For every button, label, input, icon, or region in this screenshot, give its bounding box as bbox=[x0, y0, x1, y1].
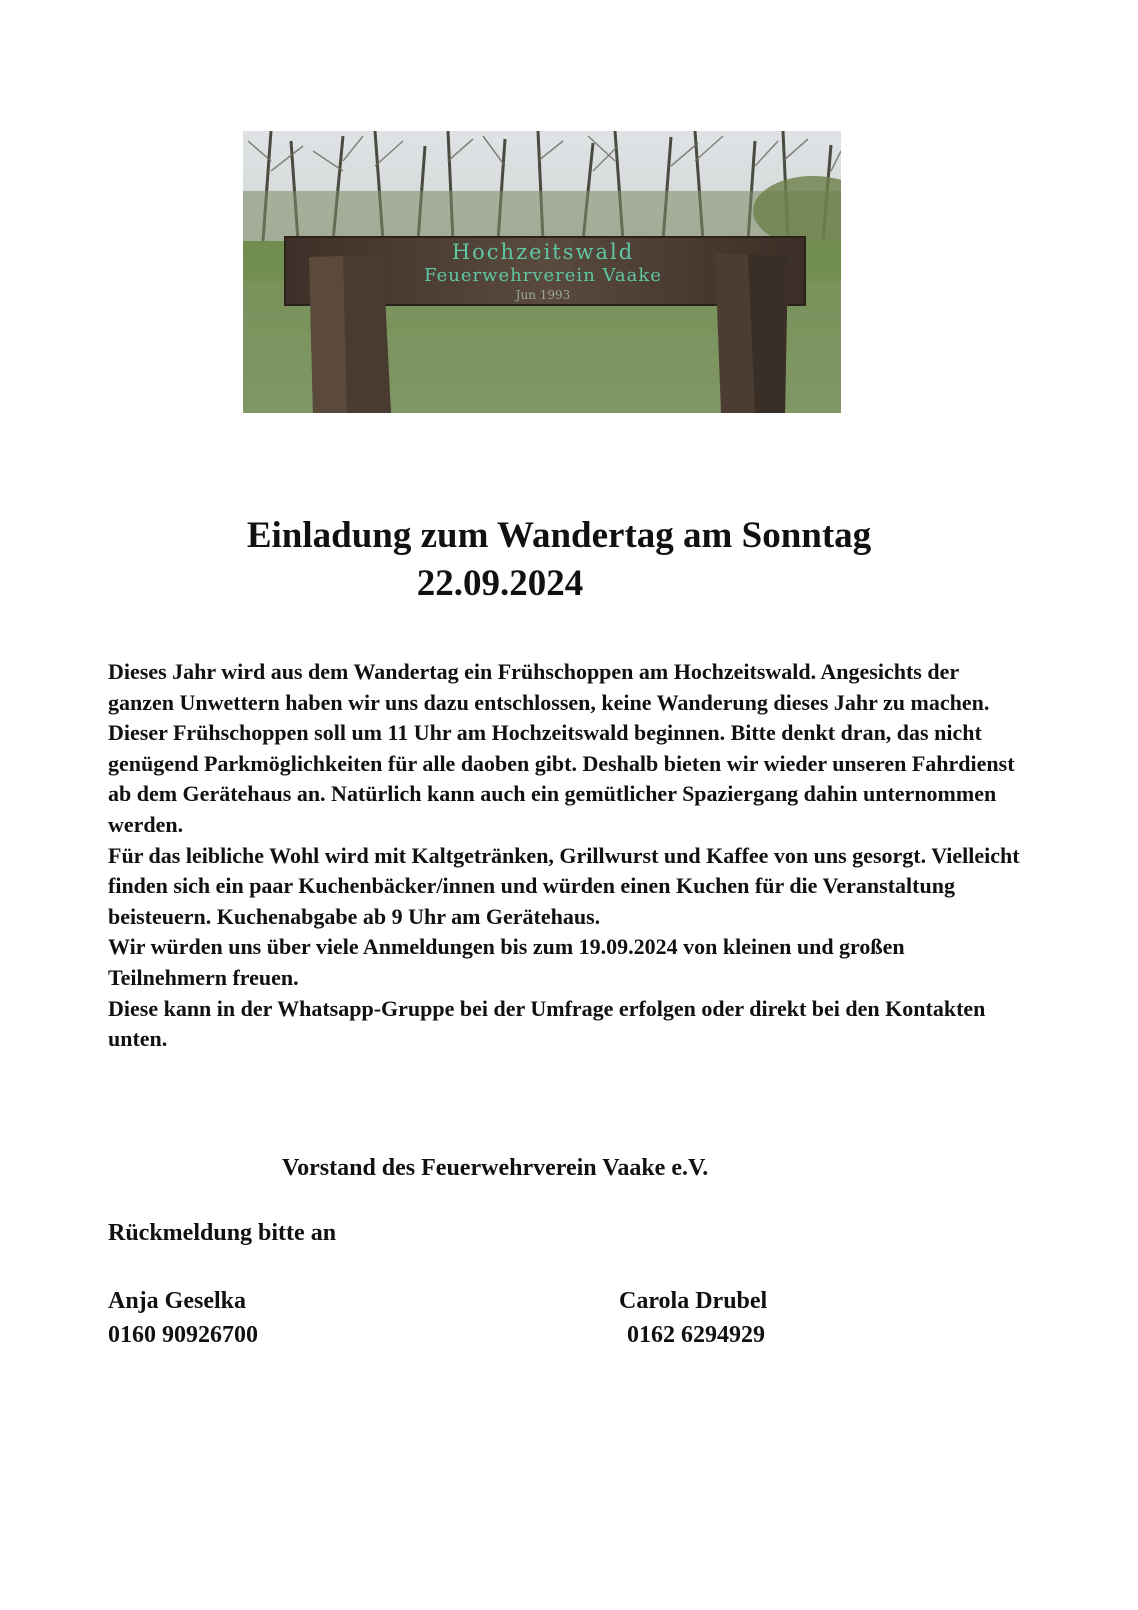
contact-name: Carola Drubel bbox=[619, 1288, 768, 1314]
invitation-body bbox=[108, 657, 1028, 1055]
invitation-title: Einladung zum Wandertag am Sonntag bbox=[246, 515, 872, 556]
paragraph-intro: Dieses Jahr wird aus dem Wandertag ein Frühschoppen am Hochzeitswald. Angesichts der ganzen Unwettern haben wir uns dazu entschlossen, keine Wanderung dieses Jahr zu machen. bbox=[108, 659, 990, 715]
contact-phone: 0160 90926700 bbox=[108, 1322, 258, 1348]
contact-name: Anja Geselka bbox=[108, 1288, 246, 1314]
contact-card bbox=[108, 1284, 258, 1352]
sign-text-line2: Feuerwehrverein Vaake bbox=[424, 265, 662, 286]
invitation-date: 22.09.2024 bbox=[416, 563, 584, 604]
paragraph-catering: Für das leibliche Wohl wird mit Kaltgetränken, Grillwurst und Kaffee von uns gesorgt. Vielleicht finden sich ein paar Kuchenbäcker/innen und würden einen Kuchen für die Veranstaltung beisteuern. Kuchenabgabe ab 9 Uhr am Gerätehaus. bbox=[108, 842, 1020, 929]
paragraph-contact-info: Diese kann in der Whatsapp-Gruppe bei der Umfrage erfolgen oder direkt bei den Kontakten unten. bbox=[108, 995, 986, 1052]
sign-text-line1: Hochzeitswald bbox=[451, 240, 635, 264]
sign-text-line3: Jun 1993 bbox=[515, 288, 571, 302]
paragraph-schedule: Dieser Frühschoppen soll um 11 Uhr am Hochzeitswald beginnen. Bitte denkt dran, das nicht genügend Parkmöglichkeiten für alle daoben gibt. Deshalb bieten wir wieder unseren Fahrdienst ab dem Gerätehaus an. Natürlich kann auch ein gemütlicher Spaziergang dahin unternommen werden. bbox=[108, 720, 1015, 837]
contact-phone: 0162 6294929 bbox=[627, 1322, 765, 1348]
signature: Vorstand des Feuerwehrverein Vaake e.V. bbox=[282, 1155, 709, 1181]
reply-label: Rückmeldung bitte an bbox=[108, 1220, 337, 1246]
hochzeitswald-photo bbox=[243, 131, 841, 413]
contact-card bbox=[619, 1284, 767, 1352]
paragraph-registration: Wir würden uns über viele Anmeldungen bis zum 19.09.2024 von kleinen und großen Teilnehmern freuen. bbox=[108, 934, 905, 990]
